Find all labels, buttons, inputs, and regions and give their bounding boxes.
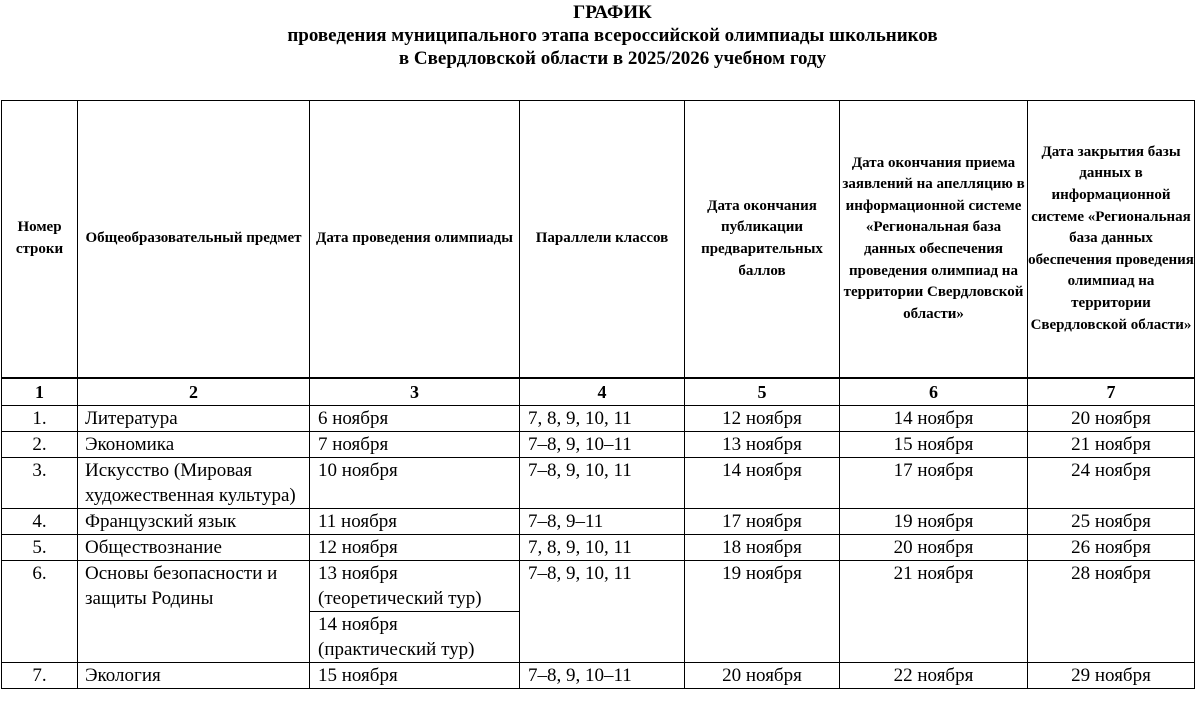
table-row [2, 663, 1195, 689]
grades-cell: 7–8, 9–11 [520, 509, 685, 535]
prelim-cell: 19 ноября [685, 561, 840, 663]
date-cell-practical: 14 ноября (практический тур) [310, 612, 520, 663]
grades-cell: 7–8, 9, 10–11 [520, 663, 685, 689]
appeal-cell: 15 ноября [840, 432, 1028, 458]
prelim-cell: 17 ноября [685, 509, 840, 535]
appeal-cell: 14 ноября [840, 406, 1028, 432]
close-cell: 29 ноября [1028, 663, 1195, 689]
date-cell: 15 ноября [310, 663, 520, 689]
row-number: 2. [2, 432, 78, 458]
column-number: 5 [685, 378, 840, 406]
column-number: 3 [310, 378, 520, 406]
grades-cell: 7, 8, 9, 10, 11 [520, 535, 685, 561]
date-cell: 13 ноября (теоретический тур) [310, 561, 520, 612]
column-number-row [2, 378, 1195, 406]
header-row-number: Номер строки [2, 101, 78, 379]
subject-cell: Экономика [78, 432, 310, 458]
table-row [2, 561, 1195, 612]
appeal-cell: 19 ноября [840, 509, 1028, 535]
grades-cell: 7, 8, 9, 10, 11 [520, 406, 685, 432]
subject-cell: Искусство (Мировая художественная культура) [78, 458, 310, 509]
date-cell: 7 ноября [310, 432, 520, 458]
subject-cell: Основы безопасности и защиты Родины [78, 561, 310, 663]
prelim-cell: 18 ноября [685, 535, 840, 561]
appeal-cell: 17 ноября [840, 458, 1028, 509]
prelim-cell: 13 ноября [685, 432, 840, 458]
table-row [2, 458, 1195, 509]
subject-cell: Обществознание [78, 535, 310, 561]
table-row [2, 509, 1195, 535]
schedule-table [1, 100, 1195, 689]
header-close: Дата закрытия базы данных в информационной системе «Региональная база данных обеспечения проведения олимпиад на территории Свердловской области» [1028, 101, 1195, 379]
header-prelim: Дата окончания публикации предварительных баллов [685, 101, 840, 379]
appeal-cell: 22 ноября [840, 663, 1028, 689]
grades-cell: 7–8, 9, 10, 11 [520, 561, 685, 663]
row-number: 4. [2, 509, 78, 535]
grades-cell: 7–8, 9, 10–11 [520, 432, 685, 458]
header-grades: Параллели классов [520, 101, 685, 379]
column-number: 7 [1028, 378, 1195, 406]
subject-cell: Литература [78, 406, 310, 432]
close-cell: 20 ноября [1028, 406, 1195, 432]
appeal-cell: 21 ноября [840, 561, 1028, 663]
prelim-cell: 12 ноября [685, 406, 840, 432]
subject-cell: Французский язык [78, 509, 310, 535]
row-number: 6. [2, 561, 78, 663]
title-line-3: в Свердловской области в 2025/2026 учебном году [398, 48, 827, 69]
grades-cell: 7–8, 9, 10, 11 [520, 458, 685, 509]
header-row [2, 101, 1195, 379]
subject-cell: Экология [78, 663, 310, 689]
header-appeal: Дата окончания приема заявлений на апелляцию в информационной системе «Региональная база данных обеспечения проведения олимпиад на территории Свердловской области» [840, 101, 1028, 379]
table-row [2, 535, 1195, 561]
column-number: 2 [78, 378, 310, 406]
close-cell: 28 ноября [1028, 561, 1195, 663]
close-cell: 26 ноября [1028, 535, 1195, 561]
column-number: 6 [840, 378, 1028, 406]
header-date: Дата проведения олимпиады [310, 101, 520, 379]
title-line-2: проведения муниципального этапа всероссийской олимпиады школьников [287, 25, 938, 46]
date-cell: 12 ноября [310, 535, 520, 561]
title-line-1: ГРАФИК [573, 2, 652, 23]
column-number: 1 [2, 378, 78, 406]
date-cell: 6 ноября [310, 406, 520, 432]
table-row [2, 406, 1195, 432]
row-number: 1. [2, 406, 78, 432]
row-number: 3. [2, 458, 78, 509]
document-title [0, 0, 1195, 70]
close-cell: 21 ноября [1028, 432, 1195, 458]
table-row [2, 432, 1195, 458]
date-cell: 11 ноября [310, 509, 520, 535]
prelim-cell: 14 ноября [685, 458, 840, 509]
close-cell: 25 ноября [1028, 509, 1195, 535]
header-subject: Общеобразовательный предмет [78, 101, 310, 379]
prelim-cell: 20 ноября [685, 663, 840, 689]
date-cell: 10 ноября [310, 458, 520, 509]
appeal-cell: 20 ноября [840, 535, 1028, 561]
row-number: 7. [2, 663, 78, 689]
column-number: 4 [520, 378, 685, 406]
close-cell: 24 ноября [1028, 458, 1195, 509]
row-number: 5. [2, 535, 78, 561]
